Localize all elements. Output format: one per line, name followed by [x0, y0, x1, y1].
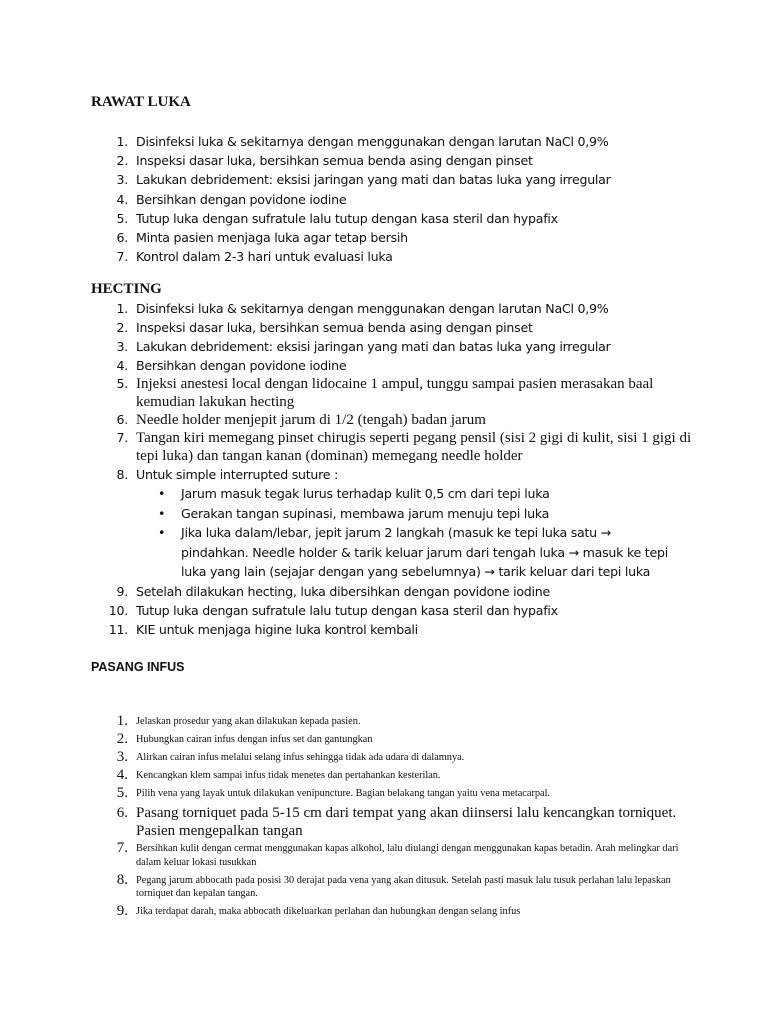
list-item: 8. Pegang jarum abbocath pada posisi 30 derajat pada vena yang akan ditusuk. Setelah pasti masuk lalu tusuk perlahan lalu lepaskan torniquet dan kepalan tangan. [116, 871, 671, 900]
list-item: 2. Inspeksi dasar luka, bersihkan semua benda asing dengan pinset [116, 320, 533, 335]
list-item: 3. Alirkan cairan infus melalui selang infus sehingga tidak ada udara di dalamnya. [116, 748, 465, 765]
heading-hecting: HECTING [91, 281, 162, 297]
list-item: 7. Tangan kiri memegang pinset chirugis seperti pegang pensil (sisi 2 gigi di kulit, sisi 1 gigi di tepi luka) dan tangan kanan (dominan) memegang needle holder [116, 430, 692, 464]
list-item: 2. Hubungkan cairan infus dengan infus set dan gantungkan [116, 730, 373, 747]
list-item: 6. Pasang torniquet pada 5-15 cm dari tempat yang akan diinsersi lalu kencangkan torniquet. Pasien mengepalkan tangan [116, 805, 677, 840]
list-item: 9. Jika terdapat darah, maka abbocath dikeluarkan perlahan dan hubungkan dengan selang infus [116, 903, 521, 920]
bullet-item: • Jika luka dalam/lebar, jepit jarum 2 langkah (masuk ke tepi luka satu → pindahkan. Needle holder & tarik keluar jarum dari tengah luka → masuk ke tepi luka yang lain (sejajar dengan yang sebelumnya) → tarik keluar dari tepi luka [158, 525, 668, 579]
heading-pasang-infus: PASANG INFUS [91, 660, 185, 674]
list-item: 6. Minta pasien menjaga luka agar tetap bersih [116, 229, 408, 245]
list-item: 4. Kencangkan klem sampai infus tidak menetes dan pertahankan kesterilan. [116, 766, 441, 783]
list-item: 6. Needle holder menjepit jarum di 1/2 (tengah) badan jarum [116, 412, 486, 428]
list-item: 11. KIE untuk menjaga higine luka kontrol kembali [108, 621, 418, 637]
bullet-item: • Jarum masuk tegak lurus terhadap kulit 0,5 cm dari tepi luka [158, 486, 550, 501]
list-item: 1. Disinfeksi luka & sekitarnya dengan menggunakan dengan larutan NaCl 0,9% [116, 301, 609, 316]
list-item: 5. Injeksi anestesi local dengan lidocaine 1 ampul, tunggu sampai pasien merasakan baal kemudian lakukan hecting [116, 376, 654, 410]
list-item: 8. Untuk simple interrupted suture : • Jarum masuk tegak lurus terhadap kulit 0,5 cm dari tepi luka • Gerakan tangan supinasi, membawa jarum menuju tepi luka • Jika luka dalam/lebar, jepit jarum 2 langkah (masuk ke tepi luka satu → pindahkan. Needle holder & tarik keluar jarum dari tengah luka → masuk ke tepi luka yang lain (sejajar dengan yang sebelumnya) → tarik keluar dari tepi luka [136, 465, 696, 582]
list-item: 4. Bersihkan dengan povidone iodine [116, 358, 347, 373]
list-item: 5. Pilih vena yang layak untuk dilakukan venipuncture. Bagian belakang tangan yaitu vena metacarpal. [116, 784, 551, 801]
list-item: 7. Bersihkan kulit dengan cermat menggunakan kapas alkohol, lalu diulangi dengan menggunakan kapas betadin. Arah melingkar dari dalam keluar lokasi tusukkan [116, 840, 679, 868]
list-item: 10. Tutup luka dengan sufratule lalu tutup dengan kasa steril dan hypafix [108, 602, 558, 618]
list-item: 7. Kontrol dalam 2-3 hari untuk evaluasi luka [116, 249, 393, 265]
suture-bullet-list [158, 484, 681, 582]
list-item: 1. Disinfeksi luka & sekitarnya dengan menggunakan dengan larutan NaCl 0,9% [116, 134, 609, 149]
list-item: 9. Setelah dilakukan hecting, luka dibersihkan dengan povidone iodine [116, 583, 551, 599]
list-rawat-luka [116, 132, 696, 266]
bullet-item: • Gerakan tangan supinasi, membawa jarum menuju tepi luka [158, 505, 550, 521]
list-pasang-infus [116, 713, 696, 923]
heading-rawat-luka: RAWAT LUKA [91, 94, 191, 110]
list-hecting [108, 299, 696, 639]
list-item: 2. Inspeksi dasar luka, bersihkan semua benda asing dengan pinset [116, 153, 533, 169]
list-item: 1. Jelaskan prosedur yang akan dilakukan kepada pasien. [116, 713, 361, 729]
list-item: 4. Bersihkan dengan povidone iodine [116, 191, 347, 207]
list-item: 5. Tutup luka dengan sufratule lalu tutup dengan kasa steril dan hypafix [116, 210, 558, 226]
list-item: 3. Lakukan debridement: eksisi jaringan yang mati dan batas luka yang irregular [116, 172, 611, 188]
list-item: 3. Lakukan debridement: eksisi jaringan yang mati dan batas luka yang irregular [116, 339, 611, 354]
